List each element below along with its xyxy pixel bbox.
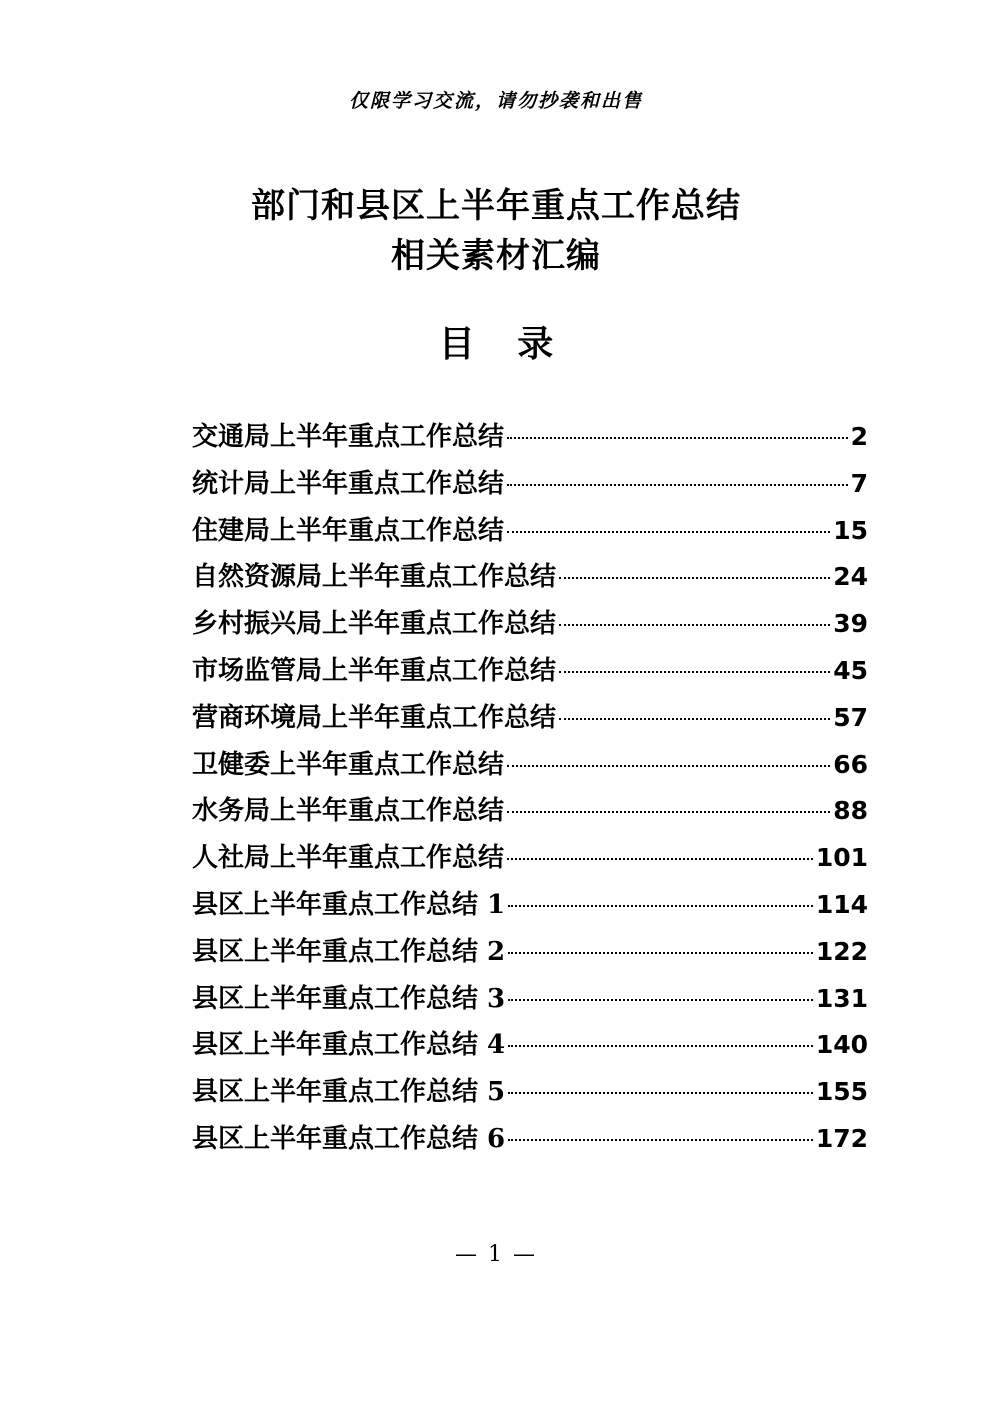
toc-entry-title: 市场监管局上半年重点工作总结 bbox=[192, 655, 557, 686]
toc-dot-leader bbox=[559, 624, 830, 626]
toc-heading: 目 录 bbox=[438, 323, 554, 365]
toc-entry-title: 县区上半年重点工作总结 2 bbox=[192, 936, 506, 967]
toc-entry-title: 水务局上半年重点工作总结 bbox=[192, 796, 505, 827]
toc-entry[interactable] bbox=[192, 554, 868, 601]
toc-entry[interactable] bbox=[192, 648, 868, 695]
document-title-line-2: 相关素材汇编 bbox=[391, 236, 601, 276]
toc-dot-leader bbox=[508, 1045, 813, 1047]
toc-dot-leader bbox=[559, 671, 830, 673]
toc-dot-leader bbox=[508, 952, 813, 954]
toc-entry-title: 交通局上半年重点工作总结 bbox=[192, 422, 505, 452]
toc-entry-page: 140 bbox=[815, 1030, 868, 1060]
toc-entry[interactable] bbox=[192, 695, 868, 742]
toc-entry-page: 66 bbox=[833, 749, 868, 779]
toc-dot-leader bbox=[559, 718, 830, 720]
toc-entry-title: 县区上半年重点工作总结 1 bbox=[192, 889, 506, 920]
toc-entry-title: 县区上半年重点工作总结 3 bbox=[192, 983, 506, 1014]
toc-dot-leader bbox=[508, 999, 813, 1001]
toc-entry[interactable] bbox=[192, 414, 868, 461]
toc-dot-leader bbox=[508, 905, 813, 907]
toc-dot-leader bbox=[507, 811, 830, 813]
toc-dot-leader bbox=[507, 765, 830, 767]
toc-entry-title: 统计局上半年重点工作总结 bbox=[192, 468, 505, 499]
toc-entry[interactable] bbox=[192, 1116, 868, 1163]
toc-entry-page: 57 bbox=[833, 702, 868, 732]
toc-entry-page: 45 bbox=[833, 655, 868, 685]
toc-entry[interactable] bbox=[192, 788, 868, 835]
toc-entry-title: 县区上半年重点工作总结 4 bbox=[192, 1030, 506, 1061]
toc-entry[interactable] bbox=[192, 929, 868, 976]
page-number: — 1 — bbox=[455, 1242, 537, 1267]
toc-entry-page: 131 bbox=[815, 983, 868, 1013]
toc-entry-page: 88 bbox=[833, 796, 868, 826]
toc-entry[interactable] bbox=[192, 835, 868, 882]
toc-entry-title: 住建局上半年重点工作总结 bbox=[192, 515, 505, 546]
toc-dot-leader bbox=[507, 484, 848, 486]
toc-entry-page: 7 bbox=[850, 468, 868, 498]
toc-entry-page: 172 bbox=[815, 1123, 868, 1153]
toc-entry[interactable] bbox=[192, 601, 868, 648]
toc-entry-page: 122 bbox=[815, 936, 868, 966]
toc-dot-leader bbox=[559, 577, 830, 579]
toc-entry-page: 15 bbox=[833, 515, 868, 545]
copyright-notice: 仅限学习交流，请勿抄袭和出售 bbox=[348, 90, 643, 112]
toc-dot-leader bbox=[507, 531, 830, 533]
toc-dot-leader bbox=[507, 437, 848, 439]
toc-entry-page: 2 bbox=[850, 422, 868, 451]
toc-entry[interactable] bbox=[192, 1069, 868, 1116]
toc-entry-title: 乡村振兴局上半年重点工作总结 bbox=[192, 609, 557, 640]
toc-entry-title: 人社局上半年重点工作总结 bbox=[192, 843, 505, 874]
toc-entry[interactable] bbox=[192, 742, 868, 789]
toc-dot-leader bbox=[507, 858, 813, 860]
toc-entry-title: 营商环境局上半年重点工作总结 bbox=[192, 702, 557, 733]
toc-entry-title: 县区上半年重点工作总结 5 bbox=[192, 1077, 506, 1108]
toc-entry[interactable] bbox=[192, 976, 868, 1023]
toc-dot-leader bbox=[508, 1139, 813, 1141]
toc-entry-page: 101 bbox=[815, 843, 868, 873]
toc-entry-page: 155 bbox=[815, 1077, 868, 1107]
toc-entry[interactable] bbox=[192, 461, 868, 508]
toc-entry[interactable] bbox=[192, 508, 868, 555]
toc-entry-title: 自然资源局上半年重点工作总结 bbox=[192, 562, 557, 593]
toc-entry-title: 卫健委上半年重点工作总结 bbox=[192, 749, 505, 780]
toc-entry-page: 24 bbox=[833, 562, 868, 592]
toc-dot-leader bbox=[508, 1092, 813, 1094]
toc-entry-title: 县区上半年重点工作总结 6 bbox=[192, 1123, 506, 1154]
toc-entry-page: 39 bbox=[833, 609, 868, 639]
document-title-line-1: 部门和县区上半年重点工作总结 bbox=[251, 186, 741, 226]
toc-entry-page: 114 bbox=[815, 889, 868, 919]
toc-entry[interactable] bbox=[192, 1022, 868, 1069]
table-of-contents bbox=[192, 414, 868, 1163]
toc-entry[interactable] bbox=[192, 882, 868, 929]
